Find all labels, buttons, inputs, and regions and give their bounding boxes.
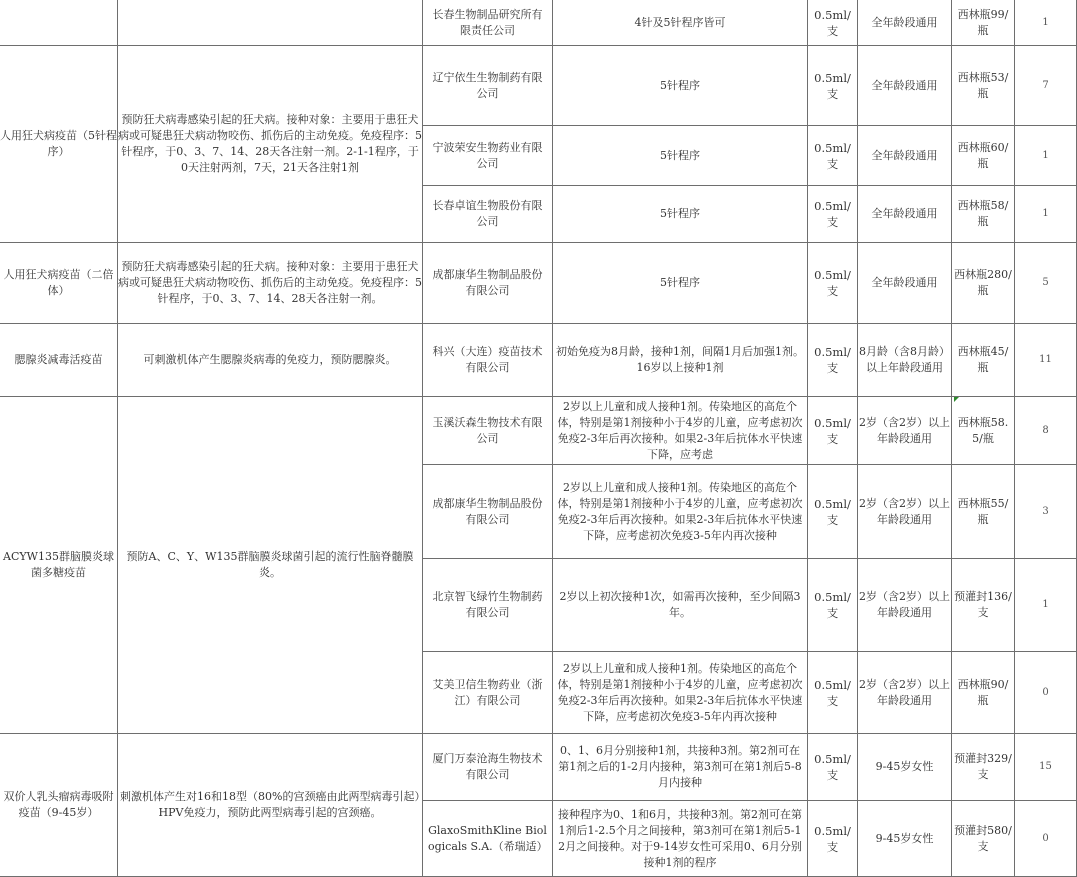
vaccine-description-cell[interactable] [118, 324, 423, 397]
age-range-cell[interactable] [858, 801, 952, 877]
stock-count: 1 [1042, 16, 1049, 28]
schedule: 2岁以上初次接种1次，如需再次接种，至少间隔3年。 [559, 590, 801, 619]
schedule-cell[interactable] [553, 46, 808, 126]
age-range: 8月龄（含8月龄）以上年龄段通用 [859, 345, 950, 374]
manufacturer-cell[interactable] [423, 465, 553, 559]
spec: 0.5ml/支 [814, 415, 851, 446]
schedule-cell[interactable] [553, 186, 808, 243]
vaccine-description: 刺激机体产生对16和18型（80%的宫颈癌由此两型病毒引起）HPV免疫力，预防此两型病毒引起的宫颈癌。 [120, 790, 420, 819]
manufacturer-cell[interactable] [423, 734, 553, 801]
manufacturer-cell[interactable] [423, 652, 553, 734]
manufacturer: 宁波荣安生物药业有限公司 [432, 140, 543, 170]
packaging-cell[interactable] [952, 126, 1015, 186]
spec-cell[interactable] [808, 465, 858, 559]
spec: 0.5ml/支 [814, 7, 851, 38]
vaccine-name-cell[interactable] [0, 0, 118, 46]
manufacturer: 厦门万泰沧海生物技术有限公司 [432, 752, 543, 781]
stock-count: 1 [1042, 149, 1049, 161]
spec-cell[interactable] [808, 801, 858, 877]
age-range-cell[interactable] [858, 0, 952, 46]
packaging-cell[interactable] [952, 652, 1015, 734]
packaging-cell[interactable] [952, 465, 1015, 559]
vaccine-description: 预防狂犬病毒感染引起的狂犬病。接种对象：主要用于患狂犬病或可疑患狂犬病动物咬伤、抓伤后的主动免疫。免疫程序：5针程序，于0、3、7、14、28天各注射一剂。 [118, 260, 422, 305]
vaccine-name-cell[interactable] [0, 397, 118, 734]
age-range-cell[interactable] [858, 46, 952, 126]
manufacturer-cell[interactable] [423, 801, 553, 877]
vaccine-description-cell[interactable] [118, 46, 423, 243]
spec-cell[interactable] [808, 397, 858, 465]
manufacturer: 辽宁依生生物制药有限公司 [432, 70, 543, 100]
stock-count-cell[interactable] [1015, 324, 1077, 397]
spec-cell[interactable] [808, 652, 858, 734]
age-range: 9-45岁女性 [875, 831, 934, 845]
stock-count: 8 [1042, 424, 1049, 436]
manufacturer: 成都康华生物制品股份有限公司 [432, 496, 543, 526]
schedule: 2岁以上儿童和成人接种1剂。传染地区的高危个体，特别是第1剂接种小于4岁的儿童，应考虑初次免疫2-3年后再次接种。如果2-3年后抗体水平快速下降，应考虑 [557, 399, 803, 461]
spec: 0.5ml/支 [814, 345, 851, 375]
packaging-cell[interactable] [952, 0, 1015, 46]
schedule: 5针程序 [660, 78, 700, 92]
stock-count: 3 [1042, 505, 1049, 517]
manufacturer: 北京智飞绿竹生物制药有限公司 [432, 590, 543, 619]
manufacturer: 科兴（大连）疫苗技术有限公司 [432, 345, 543, 374]
vaccine-name: 双价人乳头瘤病毒吸附疫苗（9-45岁） [3, 790, 114, 819]
schedule: 5针程序 [660, 207, 700, 220]
vaccine-description: 可刺激机体产生腮腺炎病毒的免疫力，预防腮腺炎。 [143, 353, 397, 366]
schedule-cell[interactable] [553, 397, 808, 465]
vaccine-description-cell[interactable] [118, 0, 423, 46]
age-range: 全年龄段通用 [871, 207, 938, 220]
schedule: 2岁以上儿童和成人接种1剂。传染地区的高危个体，特别是第1剂接种小于4岁的儿童，应考虑初次免疫2-3年后再次接种。如果2-3年后抗体水平快速下降，应考虑初次免疫3-5年内再次接种 [557, 661, 803, 723]
manufacturer-cell[interactable] [423, 46, 553, 126]
age-range: 9-45岁女性 [875, 760, 934, 773]
manufacturer-cell[interactable] [423, 0, 553, 46]
schedule-cell[interactable] [553, 559, 808, 652]
packaging: 西林瓶280/瓶 [954, 268, 1012, 297]
packaging: 西林瓶58/瓶 [957, 199, 1009, 228]
age-range: 2岁（含2岁）以上年龄段通用 [859, 496, 950, 526]
packaging-cell[interactable] [952, 559, 1015, 652]
schedule: 初始免疫为8月龄，接种1剂，间隔1月后加强1剂。16岁以上接种1剂 [556, 345, 804, 374]
schedule-cell[interactable] [553, 243, 808, 324]
stock-count-cell[interactable] [1015, 559, 1077, 652]
manufacturer: 成都康华生物制品股份有限公司 [432, 268, 543, 297]
spec-cell[interactable] [808, 559, 858, 652]
stock-count-cell[interactable] [1015, 734, 1077, 801]
schedule: 5针程序 [660, 148, 700, 162]
age-range-cell[interactable] [858, 324, 952, 397]
spec-cell[interactable] [808, 0, 858, 46]
stock-count: 15 [1039, 761, 1052, 772]
packaging-cell[interactable] [952, 186, 1015, 243]
vaccine-name-cell[interactable] [0, 324, 118, 397]
cell-comment-marker [954, 397, 959, 402]
vaccine-name: 腮腺炎减毒活疫苗 [14, 353, 103, 366]
age-range-cell[interactable] [858, 652, 952, 734]
schedule: 5针程序 [660, 276, 700, 289]
schedule-cell[interactable] [553, 652, 808, 734]
age-range: 全年龄段通用 [871, 15, 938, 29]
packaging: 预灌封580/支 [954, 823, 1012, 853]
stock-count-cell[interactable] [1015, 243, 1077, 324]
schedule: 2岁以上儿童和成人接种1剂。传染地区的高危个体，特别是第1剂接种小于4岁的儿童，应考虑初次免疫2-3年后再次接种。如果2-3年后抗体水平快速下降，应考虑初次免疫3-5年内再次接种 [557, 480, 803, 542]
spec: 0.5ml/支 [814, 268, 851, 298]
packaging: 预灌封329/支 [954, 752, 1012, 781]
packaging: 西林瓶55/瓶 [957, 496, 1009, 526]
manufacturer: 长春生物制品研究所有限责任公司 [432, 7, 543, 37]
packaging: 预灌封136/支 [954, 590, 1012, 619]
stock-count: 5 [1042, 277, 1049, 288]
vaccine-name-cell[interactable] [0, 734, 118, 877]
manufacturer-cell[interactable] [423, 397, 553, 465]
schedule-cell[interactable] [553, 0, 808, 46]
spec-cell[interactable] [808, 46, 858, 126]
spec: 0.5ml/支 [814, 70, 851, 101]
spec: 0.5ml/支 [814, 677, 851, 708]
stock-count: 1 [1042, 208, 1049, 219]
stock-count-cell[interactable] [1015, 397, 1077, 465]
age-range: 2岁（含2岁）以上年龄段通用 [859, 590, 950, 619]
age-range: 2岁（含2岁）以上年龄段通用 [859, 677, 950, 707]
vaccine-name-cell[interactable] [0, 46, 118, 243]
stock-count: 7 [1042, 79, 1049, 91]
manufacturer: 艾美卫信生物药业（浙江）有限公司 [432, 677, 543, 707]
stock-count: 0 [1042, 832, 1049, 844]
vaccine-description-cell[interactable] [118, 243, 423, 324]
spec-cell[interactable] [808, 186, 858, 243]
vaccine-name: ACYW135群脑膜炎球菌多糖疫苗 [3, 550, 114, 579]
vaccine-description-cell[interactable] [118, 734, 423, 877]
spec: 0.5ml/支 [814, 823, 851, 854]
age-range-cell[interactable] [858, 126, 952, 186]
packaging-cell[interactable] [952, 397, 1015, 465]
manufacturer-cell[interactable] [423, 559, 553, 652]
age-range-cell[interactable] [858, 734, 952, 801]
manufacturer: 长春卓谊生物股份有限公司 [432, 199, 543, 228]
vaccine-description: 预防狂犬病毒感染引起的狂犬病。接种对象：主要用于患狂犬病或可疑患狂犬病动物咬伤、抓伤后的主动免疫。免疫程序：5针程序，于0、3、7、14、28天各注射一剂。2-1-1程序，于0天注射两剂，7天，21天各注射1剂 [118, 113, 422, 174]
manufacturer: GlaxoSmithKline Biologicals S.A.（希瑞适） [428, 823, 548, 853]
age-range: 全年龄段通用 [871, 148, 938, 162]
age-range-cell[interactable] [858, 397, 952, 465]
schedule-cell[interactable] [553, 734, 808, 801]
packaging-cell[interactable] [952, 46, 1015, 126]
stock-count-cell[interactable] [1015, 801, 1077, 877]
packaging: 西林瓶53/瓶 [957, 70, 1009, 100]
schedule-cell[interactable] [553, 126, 808, 186]
packaging-cell[interactable] [952, 243, 1015, 324]
packaging-cell[interactable] [952, 801, 1015, 877]
spec-cell[interactable] [808, 734, 858, 801]
manufacturer-cell[interactable] [423, 126, 553, 186]
manufacturer: 玉溪沃森生物技术有限公司 [432, 415, 543, 445]
spec: 0.5ml/支 [814, 590, 851, 620]
spec-cell[interactable] [808, 126, 858, 186]
schedule: 4针及5针程序皆可 [634, 15, 726, 29]
age-range: 2岁（含2岁）以上年龄段通用 [859, 415, 950, 445]
age-range: 全年龄段通用 [871, 78, 938, 92]
vaccine-description: 预防A、C、Y、W135群脑膜炎球菌引起的流行性脑脊髓膜炎。 [126, 550, 414, 579]
packaging: 西林瓶99/瓶 [957, 7, 1009, 37]
spec-cell[interactable] [808, 324, 858, 397]
schedule-cell[interactable] [553, 801, 808, 877]
spec-cell[interactable] [808, 243, 858, 324]
schedule-cell[interactable] [553, 324, 808, 397]
stock-count: 0 [1042, 686, 1049, 698]
vaccine-name-cell[interactable] [0, 243, 118, 324]
stock-count-cell[interactable] [1015, 465, 1077, 559]
schedule: 接种程序为0、1和6月，共接种3剂。第2剂可在第1剂后1-2.5个月之间接种，第3剂可在第1剂后5-12月之间接种。对于9-14岁女性可采用0、6月分别接种1剂的程序 [558, 807, 802, 869]
stock-count-cell[interactable] [1015, 126, 1077, 186]
packaging: 西林瓶58.5/瓶 [957, 415, 1009, 445]
stock-count: 1 [1042, 599, 1049, 610]
vaccine-description-cell[interactable] [118, 397, 423, 734]
manufacturer-cell[interactable] [423, 324, 553, 397]
age-range-cell[interactable] [858, 243, 952, 324]
packaging-cell[interactable] [952, 324, 1015, 397]
manufacturer-cell[interactable] [423, 243, 553, 324]
schedule-cell[interactable] [553, 465, 808, 559]
spec: 0.5ml/支 [814, 752, 851, 782]
packaging: 西林瓶90/瓶 [957, 677, 1009, 707]
stock-count-cell[interactable] [1015, 46, 1077, 126]
manufacturer-cell[interactable] [423, 186, 553, 243]
stock-count: 11 [1039, 354, 1052, 365]
packaging-cell[interactable] [952, 734, 1015, 801]
spec: 0.5ml/支 [814, 199, 851, 229]
age-range-cell[interactable] [858, 465, 952, 559]
packaging: 西林瓶45/瓶 [957, 345, 1009, 374]
stock-count-cell[interactable] [1015, 652, 1077, 734]
spec: 0.5ml/支 [814, 140, 851, 171]
age-range: 全年龄段通用 [871, 276, 938, 289]
age-range-cell[interactable] [858, 186, 952, 243]
stock-count-cell[interactable] [1015, 186, 1077, 243]
spec: 0.5ml/支 [814, 496, 851, 527]
vaccine-name: 人用狂犬病疫苗（二倍体） [3, 268, 114, 297]
stock-count-cell[interactable] [1015, 0, 1077, 46]
schedule: 0、1、6月分别接种1剂，共接种3剂。第2剂可在第1剂之后的1-2月内接种，第3剂可在第1剂后5-8月内接种 [558, 744, 802, 789]
vaccine-name: 人用狂犬病疫苗（5针程序） [0, 129, 117, 158]
age-range-cell[interactable] [858, 559, 952, 652]
packaging: 西林瓶60/瓶 [957, 140, 1009, 170]
